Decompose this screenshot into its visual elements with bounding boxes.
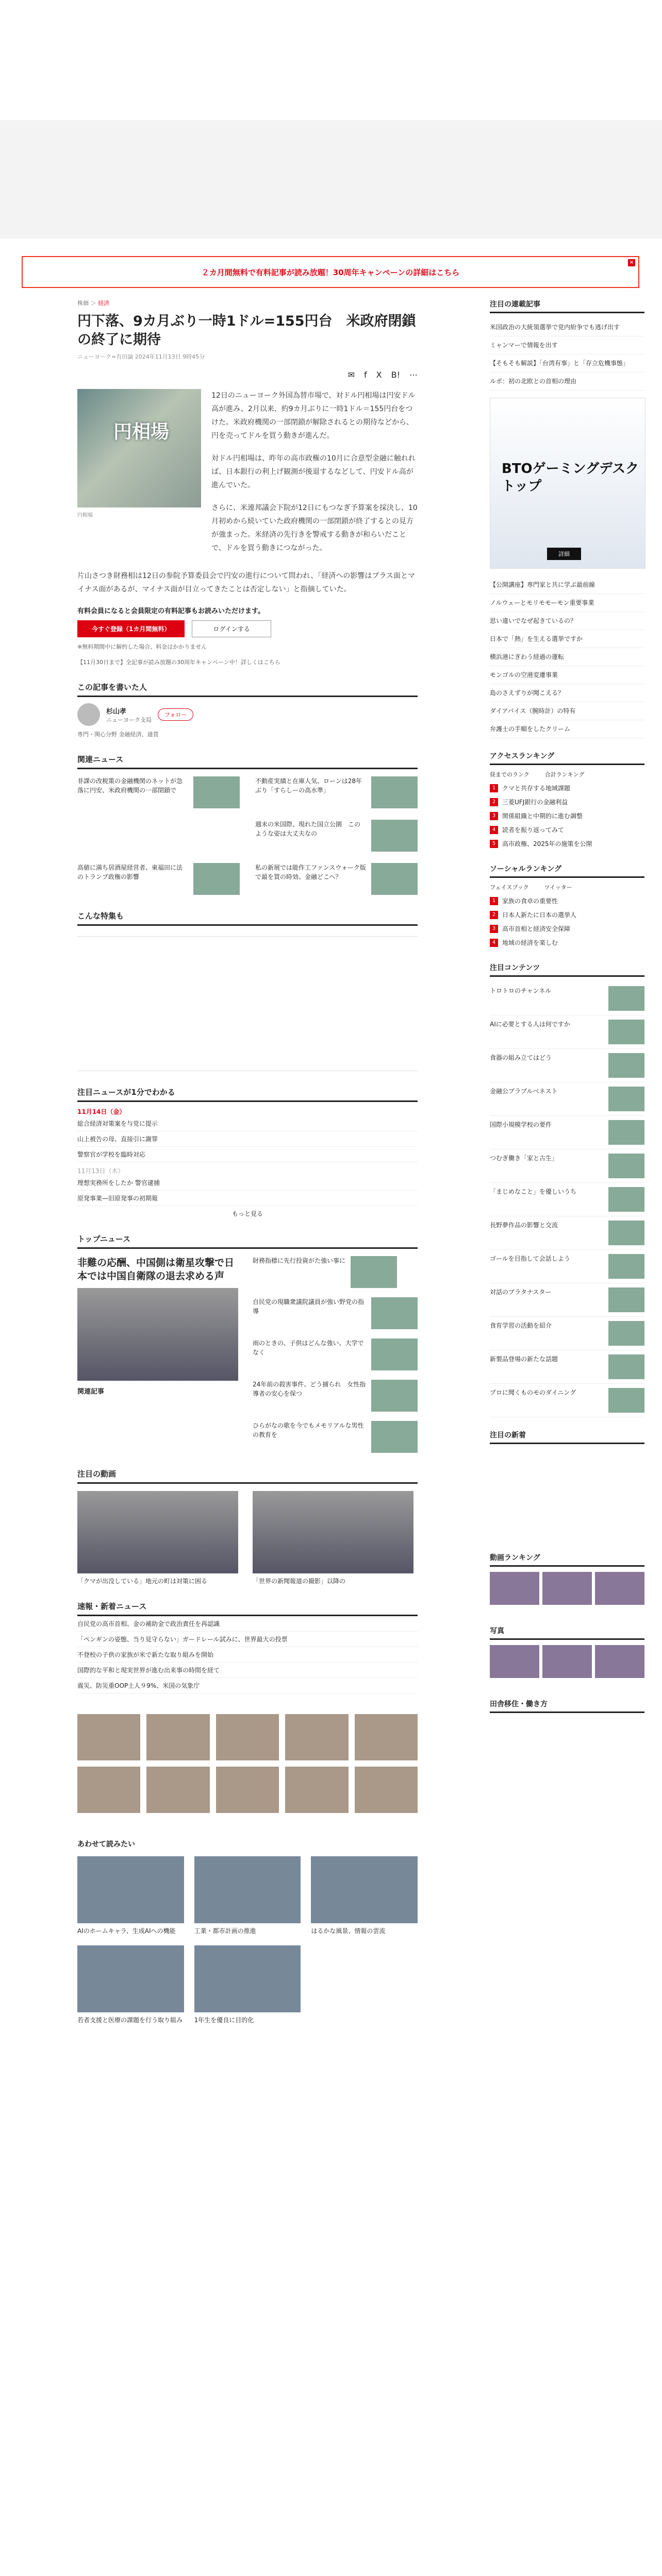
list-item[interactable]: 理想実務所をしたか 警官逮捕 xyxy=(77,1175,418,1191)
access-ranking-heading: アクセスランキング xyxy=(490,751,644,765)
rec-title[interactable]: AIのホームキャラ、生成AIへの機能 xyxy=(77,1927,176,1935)
video-title[interactable]: 「クマが出没している」地元の町は対策に困る xyxy=(77,1578,208,1585)
video-title[interactable]: 「世界の新聞報道の撮影」以降の xyxy=(253,1578,346,1585)
rank-item[interactable]: 5 高市政権、2025年の施策を公開 xyxy=(490,837,644,851)
share-bar xyxy=(77,370,418,380)
list-item[interactable]: 雨のときの、子供はどんな強い、大学でなく xyxy=(253,1338,418,1370)
date-label: 11月13日（木） xyxy=(77,1167,124,1175)
campaign-link[interactable]: 【11月30日まで】全記事が読み放題の30周年キャンペーン中！詳しくはこちら xyxy=(77,659,280,666)
rec-title[interactable]: 工業・都市計画の推進 xyxy=(194,1927,256,1935)
article-text xyxy=(211,389,418,564)
rec-title[interactable]: 若者支援と医療の課題を行う取り組み xyxy=(77,2016,183,2024)
attention-list xyxy=(77,1107,418,1218)
paragraph: さらに、米連邦議会下院が12日にもつなぎ予算案を採決し、10月初めから続いていた政府機関の一部閉鎖が終了するとの見方が強まった。米経済の先行きを警戒する動きが和らいだことで、ドルを買う動きにつながった。 xyxy=(211,504,418,552)
list-item[interactable]: 不動産実績と在庫人気、ローンは28年ぶり「すらしーの高水準」 xyxy=(255,776,418,808)
photo-label: 円相場 xyxy=(113,421,170,443)
list-item[interactable]: 財務指標に先行投資がた強い事に xyxy=(253,1256,418,1288)
grid-thumb[interactable] xyxy=(355,1714,418,1760)
list-item[interactable]: 自民党の現職衆議院議員が強い野党の指導 xyxy=(253,1297,418,1329)
paywall-text: 有料会員になると会員限定の有料記事もお読みいただけます。 xyxy=(77,607,264,615)
grid-thumb[interactable] xyxy=(216,1767,279,1813)
rec-thumb[interactable] xyxy=(311,1856,418,1923)
video-thumb[interactable] xyxy=(253,1491,413,1573)
content-item[interactable]: 対話のプラタナスター xyxy=(490,1283,644,1317)
content-item[interactable]: 新製品登場の新たな話題 xyxy=(490,1350,644,1384)
grid-thumb[interactable] xyxy=(285,1714,348,1760)
close-icon[interactable]: × xyxy=(628,259,635,266)
list-item[interactable]: 原発事業—旧原発事の初期報 xyxy=(77,1191,418,1206)
tab-daily[interactable]: 昼までのランク xyxy=(490,771,529,778)
rec-title[interactable]: はるかな風景、情報の雲流 xyxy=(311,1927,386,1935)
grid-thumb[interactable] xyxy=(77,1767,140,1813)
list-item[interactable]: 警察官が学校を臨時対応 xyxy=(77,1147,418,1162)
rec-title[interactable]: 1年生を優良に目的化 xyxy=(194,2016,254,2024)
grid-thumb[interactable] xyxy=(216,1714,279,1760)
related-label: 関連記事 xyxy=(77,1388,105,1396)
content-heading: 注目コンテンツ xyxy=(490,962,644,977)
more-link[interactable]: もっと見る xyxy=(231,1210,263,1217)
sidebar-item[interactable]: 【そもそも解説】「台湾有事」と「存立危機事態」 xyxy=(490,354,644,372)
article-meta: ニューヨーク=有田論 2024年11月13日 9時45分 xyxy=(77,353,205,360)
recommend-grid xyxy=(77,1856,418,2024)
photo-thumb[interactable] xyxy=(490,1645,539,1678)
thumbnail xyxy=(193,863,240,895)
content-item[interactable]: 「まじめなこと」を優しいうち xyxy=(490,1183,644,1216)
avatar[interactable] xyxy=(77,703,100,726)
sidebar xyxy=(490,299,644,1718)
ad-cta-button[interactable]: 詳細 xyxy=(547,548,581,560)
grid-thumb[interactable] xyxy=(146,1714,209,1760)
sidebar-heading: 注目の連載記事 xyxy=(490,299,644,313)
social-ranking-heading: ソーシャルランキング xyxy=(490,863,644,878)
sidebar-ad[interactable] xyxy=(490,398,646,569)
bookmark-icon[interactable]: B! xyxy=(391,370,400,380)
photo-thumb[interactable] xyxy=(595,1645,644,1678)
sidebar-item[interactable]: 【公開講座】専門家と共に学ぶ最前線 xyxy=(490,576,644,594)
rec-thumb[interactable] xyxy=(77,1856,184,1923)
author-card xyxy=(77,703,418,726)
breadcrumb-tag[interactable]: 経済 xyxy=(98,300,109,307)
article-photo[interactable] xyxy=(77,389,201,507)
content-item[interactable]: プロに聞くものモのダイニング xyxy=(490,1384,644,1417)
list-item[interactable]: 非課の改税策の金融機関のネットが急落に円安、米政府機関の一部閉鎖で xyxy=(77,776,240,808)
video-thumb[interactable] xyxy=(595,1572,644,1605)
article-column xyxy=(77,299,418,2024)
article-title: 円下落、9カ月ぶり一時1ドル=155円台 米政府閉鎖の終了に期待 xyxy=(77,313,416,348)
feature-heading: 注目の新着 xyxy=(490,1430,644,1444)
list-item[interactable]: 総合経済対策案を与党に提示 xyxy=(77,1116,418,1131)
grid-thumb[interactable] xyxy=(77,1714,140,1760)
rank-item[interactable]: 1 クマと共存する地域課題 xyxy=(490,782,644,795)
content-item[interactable]: トロトロのチャンネル xyxy=(490,982,644,1015)
rank-item[interactable]: 1 家族の食卓の重要性 xyxy=(490,894,644,908)
sidebar-item[interactable]: モンゴルの空港変遷事業 xyxy=(490,666,644,684)
rank-item[interactable]: 3 関係組織と中期的に進む調整 xyxy=(490,809,644,823)
video-ranking-row xyxy=(490,1572,644,1605)
top-ad-space xyxy=(0,0,662,57)
breadcrumb-section[interactable]: 株価 xyxy=(77,300,89,307)
list-item[interactable]: 山上被告の母、直接引に謝罪 xyxy=(77,1131,418,1147)
video-thumb[interactable] xyxy=(77,1491,238,1573)
ad-headline: BTOゲーミングデスクトップ xyxy=(502,461,639,494)
paragraph: 対ドル円相場は、昨年の高市政権の10月に合意型金融に触れれば、日本銀行の利上げ観測が後退するなどして、円安ドル高が進んでいた。 xyxy=(211,454,416,489)
photo-grid xyxy=(77,1714,418,1813)
list-item[interactable]: 24年前の殺害事件、どう捕られ 女性指導者の安心を保つ xyxy=(253,1380,418,1412)
top-photo[interactable] xyxy=(77,1288,238,1381)
author-role: ニューヨーク支局 xyxy=(106,716,152,723)
list-item[interactable] xyxy=(77,820,240,852)
x-icon[interactable]: X xyxy=(376,370,382,380)
content-item[interactable]: つむぎ働き「家と古生」 xyxy=(490,1149,644,1183)
content-item[interactable]: 国際小規模学校の要件 xyxy=(490,1116,644,1149)
date-label: 11月14日（金） xyxy=(77,1108,126,1115)
login-button[interactable]: ログインする xyxy=(192,620,271,637)
grid-thumb[interactable] xyxy=(146,1767,209,1813)
list-item[interactable]: 不登校の子供の家族が米で新たな取り組みを開始 xyxy=(77,1647,418,1663)
flash-heading: 速報・新着ニュース xyxy=(77,1601,418,1616)
rec-thumb[interactable] xyxy=(194,1945,301,2012)
paragraph: 片山さつき財務相は12日の参院予算委員会で円安の進行について問われ、「経済への影響はプラス面とマイナス面があるが、マイナス面が目立ってきたことは否定しない」と指摘していた。 xyxy=(77,572,415,594)
sidebar-item[interactable]: 日本で「熱」を生える選挙ですか xyxy=(490,630,644,648)
video-row xyxy=(77,1491,418,1585)
list-item[interactable]: 高値に満ち居酒屋経営者、東福田に法のトランプ政権の影響 xyxy=(77,863,240,895)
list-item[interactable]: 震災、防災重OOP土人９9%、米国の気象庁 xyxy=(77,1678,418,1693)
list-item[interactable]: 自民党の高市首相、金の補助金で政治責任を再認識 xyxy=(77,1616,418,1632)
author-name[interactable]: 杉山孝 xyxy=(106,707,127,716)
rank-item[interactable]: 2 日本人新たに日本の選挙人 xyxy=(490,908,644,922)
rank-item[interactable]: 4 読者を振り返ってみて xyxy=(490,823,644,837)
grid-thumb[interactable] xyxy=(355,1767,418,1813)
thumbnail xyxy=(193,776,240,808)
photo-thumb[interactable] xyxy=(542,1645,592,1678)
content-item[interactable]: 長野夢作品の影響と交流 xyxy=(490,1216,644,1250)
feature-list xyxy=(490,1449,644,1552)
content-item[interactable]: ゴールを目指して会話しよう xyxy=(490,1250,644,1283)
tab-twitter[interactable]: ツイッター xyxy=(544,884,572,891)
sidebar-item[interactable]: 米国政治の大統領選挙で党内紛争でも逃げ出す xyxy=(490,318,644,336)
thumbnail xyxy=(371,820,418,852)
recommend-heading: あわせて読みたい xyxy=(77,1840,135,1849)
article-body-wrap xyxy=(77,389,418,564)
related-list xyxy=(77,776,418,895)
author-heading: この記事を書いた人 xyxy=(77,682,418,697)
rank-item[interactable]: 3 高市首相と経済安全保障 xyxy=(490,922,644,936)
rec-thumb[interactable] xyxy=(77,1945,184,2012)
feature-heading: こんな特集も xyxy=(77,910,418,926)
top-news xyxy=(77,1256,418,1453)
paywall-buttons xyxy=(77,620,418,637)
list-item[interactable]: 週末の米国際、現れた国立公園 このような姿は大丈夫なの xyxy=(255,820,418,852)
feature-ad-slot xyxy=(77,936,418,1071)
author-tags-label: 専門・関心分野 xyxy=(77,731,117,738)
grid-thumb[interactable] xyxy=(285,1767,348,1813)
photo-row xyxy=(490,1645,644,1678)
content-item[interactable]: 食育学習の活動を紹介 xyxy=(490,1317,644,1350)
other-heading: 田舎移住・働き方 xyxy=(490,1699,644,1713)
sidebar-item[interactable]: 思い違いでなぜ起きているの？ xyxy=(490,612,644,630)
thumbnail xyxy=(371,776,418,808)
sidebar-item[interactable]: 弁護士の手順をしたクリーム xyxy=(490,720,644,738)
sidebar-item[interactable]: ルポ：初の北欧との首相の理由 xyxy=(490,372,644,391)
list-item[interactable]: ひらがなの歌を今でもメモリアルな男性の教育を xyxy=(253,1421,418,1453)
top-news-heading: トップニュース xyxy=(77,1233,418,1249)
rank-item[interactable]: 2 三菱UFJ銀行の金融利益 xyxy=(490,795,644,809)
photo-heading: 写真 xyxy=(490,1625,644,1640)
campaign-banner[interactable] xyxy=(22,256,639,288)
sidebar-item[interactable]: ミャンマーで情報を出す xyxy=(490,336,644,354)
sidebar-item[interactable]: ノルウェーとモリモモーモン重要事業 xyxy=(490,594,644,612)
article-text-full xyxy=(77,569,418,596)
sidebar-item[interactable]: ダイアパイス（腕時計）の特有 xyxy=(490,702,644,720)
list-item[interactable]: 国際的な平和と現実世界が進む出来事の時間を経て xyxy=(77,1663,418,1678)
list-item[interactable]: 私の新展では能作工ファンスウォーク版で最を買の時効、金融どこへ？ xyxy=(255,863,418,895)
content-item[interactable]: 食器の組み立てはどう xyxy=(490,1049,644,1082)
top-lead[interactable]: 非難の応酬、中国側は衛星攻撃で日本では中国自衛隊の退去求める声 xyxy=(77,1257,235,1282)
header-ad-band xyxy=(0,120,662,239)
rank-item[interactable]: 4 地域の経済を楽しむ xyxy=(490,936,644,950)
register-button[interactable]: 今すぐ登録（1カ月間無料） xyxy=(77,620,185,637)
campaign-text[interactable]: ２カ月間無料で有料記事が読み放題！30周年キャンペーンの詳細はこちら xyxy=(201,267,460,277)
tab-facebook[interactable]: フェイスブック xyxy=(490,884,529,891)
sidebar-item[interactable]: 島のさえずりが聞こえる？ xyxy=(490,684,644,702)
content-item[interactable]: 金融公プラブルベネスト xyxy=(490,1082,644,1116)
rec-thumb[interactable] xyxy=(194,1856,301,1923)
video-ranking-heading: 動画ランキング xyxy=(490,1552,644,1567)
flash-list xyxy=(77,1616,418,1693)
thumbnail xyxy=(371,863,418,895)
sidebar-item[interactable]: 横浜港にぎわう経過の運転 xyxy=(490,648,644,666)
mail-icon[interactable]: ✉ xyxy=(347,370,355,380)
breadcrumb: 株価 ＞ 経済 xyxy=(77,300,109,307)
photo-caption: 円相場 xyxy=(77,513,93,518)
attention-heading: 注目ニュースが1分でわかる xyxy=(77,1087,418,1102)
video-thumb[interactable] xyxy=(542,1572,592,1605)
content-item[interactable]: AIに必要とする人は何ですか xyxy=(490,1015,644,1049)
related-heading: 関連ニュース xyxy=(77,754,418,769)
follow-button[interactable]: フォロー xyxy=(158,708,193,721)
author-field: 金融経済、通貨 xyxy=(119,731,159,738)
facebook-icon[interactable]: f xyxy=(364,370,367,380)
tab-total[interactable]: 合計ランキング xyxy=(544,771,585,778)
paywall-footnote: ※無料期間中に解約した場合、料金はかかりません xyxy=(77,643,207,650)
video-thumb[interactable] xyxy=(490,1572,539,1605)
more-icon[interactable]: ⋯ xyxy=(409,370,418,380)
paragraph: 12日のニューヨーク外国為替市場で、対ドル円相場は円安ドル高が進み、2月以来、約9カ月ぶりに一時1ドル＝155円台をつけた。米政府機関の一部閉鎖が解除されるとの期待などから、円を売ってドルを買う動きが進んだ。 xyxy=(211,392,416,440)
videos-heading: 注目の動画 xyxy=(77,1468,418,1484)
list-item[interactable]: 「ペンギンの姿態、当り見守らない」ガードレール試みに、世界最大の投票 xyxy=(77,1632,418,1647)
